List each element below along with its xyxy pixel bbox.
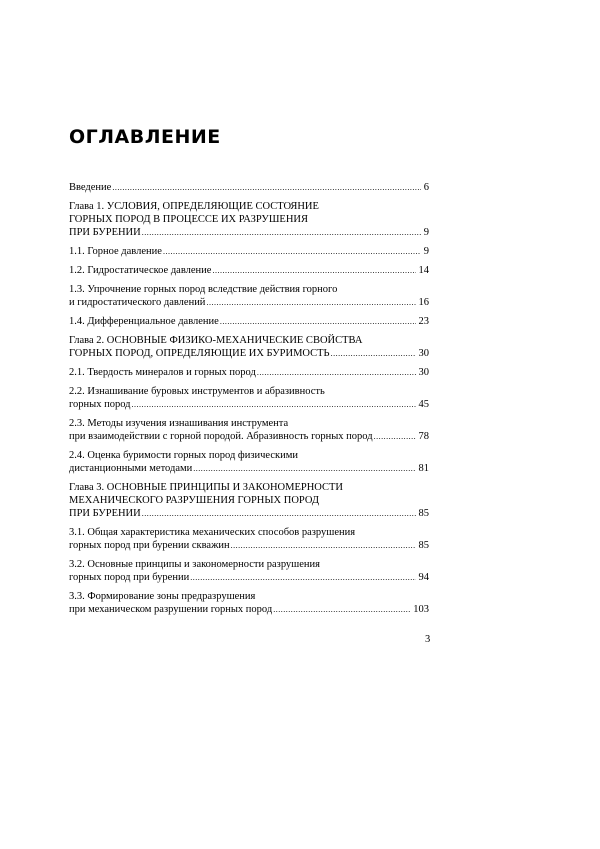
- toc-entry-text: Глава 3. ОСНОВНЫЕ ПРИНЦИПЫ И ЗАКОНОМЕРНОСТИ: [69, 482, 343, 493]
- toc-entry-text: 1.2. Гидростатическое давление: [69, 265, 212, 276]
- toc-entry-text: ПРИ БУРЕНИИ: [69, 508, 141, 519]
- toc-page-number: 81: [418, 463, 429, 474]
- leader-dots: [112, 181, 420, 194]
- leader-dots: [142, 507, 416, 520]
- toc-entry[interactable]: [69, 558, 429, 584]
- toc-title: ОГЛАВЛЕНИЕ: [69, 126, 221, 148]
- toc-page-number: 6: [423, 182, 429, 193]
- leader-dots: [190, 571, 415, 584]
- toc-entry-text: 2.3. Методы изучения изнашивания инструмента: [69, 418, 289, 429]
- leader-dots: [273, 603, 410, 616]
- leader-dots: [331, 347, 416, 360]
- toc-page-number: 78: [418, 431, 429, 442]
- toc-entry-text: 1.1. Горное давление: [69, 246, 162, 257]
- toc-entry[interactable]: [69, 181, 429, 194]
- leader-dots: [212, 264, 415, 277]
- toc-entry-text: горных пород при бурении: [69, 572, 190, 583]
- leader-dots: [142, 226, 421, 239]
- toc-entry[interactable]: [69, 417, 429, 443]
- leader-dots: [132, 398, 416, 411]
- toc-page-number: 14: [418, 265, 429, 276]
- toc-entry-text: 2.1. Твердость минералов и горных пород: [69, 367, 256, 378]
- toc-entry-text: Глава 2. ОСНОВНЫЕ ФИЗИКО-МЕХАНИЧЕСКИЕ СВОЙСТВА: [69, 335, 363, 346]
- toc-entry[interactable]: [69, 315, 429, 328]
- toc-entry-text: 1.3. Упрочнение горных пород вследствие действия горного: [69, 284, 338, 295]
- toc-entry-text: при взаимодействии с горной породой. Абразивность горных пород: [69, 431, 373, 442]
- page-number: 3: [425, 634, 431, 645]
- toc-chapter-entry[interactable]: [69, 334, 429, 360]
- toc-entry[interactable]: [69, 526, 429, 552]
- toc-page-number: 30: [418, 348, 429, 359]
- leader-dots: [163, 245, 421, 258]
- toc-page-number: 85: [418, 508, 429, 519]
- toc-entry-text: ГОРНЫХ ПОРОД В ПРОЦЕССЕ ИХ РАЗРУШЕНИЯ: [69, 214, 309, 225]
- toc-page-number: 45: [418, 399, 429, 410]
- leader-dots: [257, 366, 416, 379]
- toc-entry-text: горных пород: [69, 399, 131, 410]
- toc-entry[interactable]: [69, 590, 429, 616]
- toc-entry-text: дистанционными методами: [69, 463, 193, 474]
- toc-page-number: 85: [418, 540, 429, 551]
- toc-entry-text: 3.1. Общая характеристика механических способов разрушения: [69, 527, 356, 538]
- toc-page-number: 9: [423, 227, 429, 238]
- leader-dots: [193, 462, 415, 475]
- toc-page-number: 16: [418, 297, 429, 308]
- toc-page-number: 9: [423, 246, 429, 257]
- toc-entry-text: 1.4. Дифференциальное давление: [69, 316, 219, 327]
- leader-dots: [231, 539, 416, 552]
- toc-page-number: 94: [418, 572, 429, 583]
- toc-entry-text: ГОРНЫХ ПОРОД, ОПРЕДЕЛЯЮЩИЕ ИХ БУРИМОСТЬ: [69, 348, 330, 359]
- toc-entry-text: 3.3. Формирование зоны предразрушения: [69, 591, 256, 602]
- toc-entry-text: 3.2. Основные принципы и закономерности разрушения: [69, 559, 321, 570]
- toc-page-number: 23: [418, 316, 429, 327]
- toc-entry[interactable]: [69, 264, 429, 277]
- leader-dots: [206, 296, 415, 309]
- toc-entry-text: МЕХАНИЧЕСКОГО РАЗРУШЕНИЯ ГОРНЫХ ПОРОД: [69, 495, 320, 506]
- toc-entry-text: при механическом разрушении горных пород: [69, 604, 273, 615]
- toc-chapter-entry[interactable]: [69, 200, 429, 239]
- toc-entry-text: Введение: [69, 182, 112, 193]
- toc-entry-text: ПРИ БУРЕНИИ: [69, 227, 141, 238]
- table-of-contents: [69, 177, 429, 622]
- toc-chapter-entry[interactable]: [69, 481, 429, 520]
- toc-entry[interactable]: [69, 385, 429, 411]
- toc-entry-text: 2.2. Изнашивание буровых инструментов и абразивность: [69, 386, 325, 397]
- toc-entry-text: 2.4. Оценка буримости горных пород физическими: [69, 450, 298, 461]
- leader-dots: [374, 430, 416, 443]
- toc-entry[interactable]: [69, 283, 429, 309]
- toc-entry[interactable]: [69, 366, 429, 379]
- toc-entry-text: и гидростатического давлений: [69, 297, 206, 308]
- toc-page-number: 30: [418, 367, 429, 378]
- toc-entry-text: горных пород при бурении скважин: [69, 540, 230, 551]
- toc-entry-text: Глава 1. УСЛОВИЯ, ОПРЕДЕЛЯЮЩИЕ СОСТОЯНИЕ: [69, 201, 319, 212]
- toc-page-number: 103: [413, 604, 429, 615]
- toc-entry[interactable]: [69, 245, 429, 258]
- leader-dots: [220, 315, 416, 328]
- toc-entry[interactable]: [69, 449, 429, 475]
